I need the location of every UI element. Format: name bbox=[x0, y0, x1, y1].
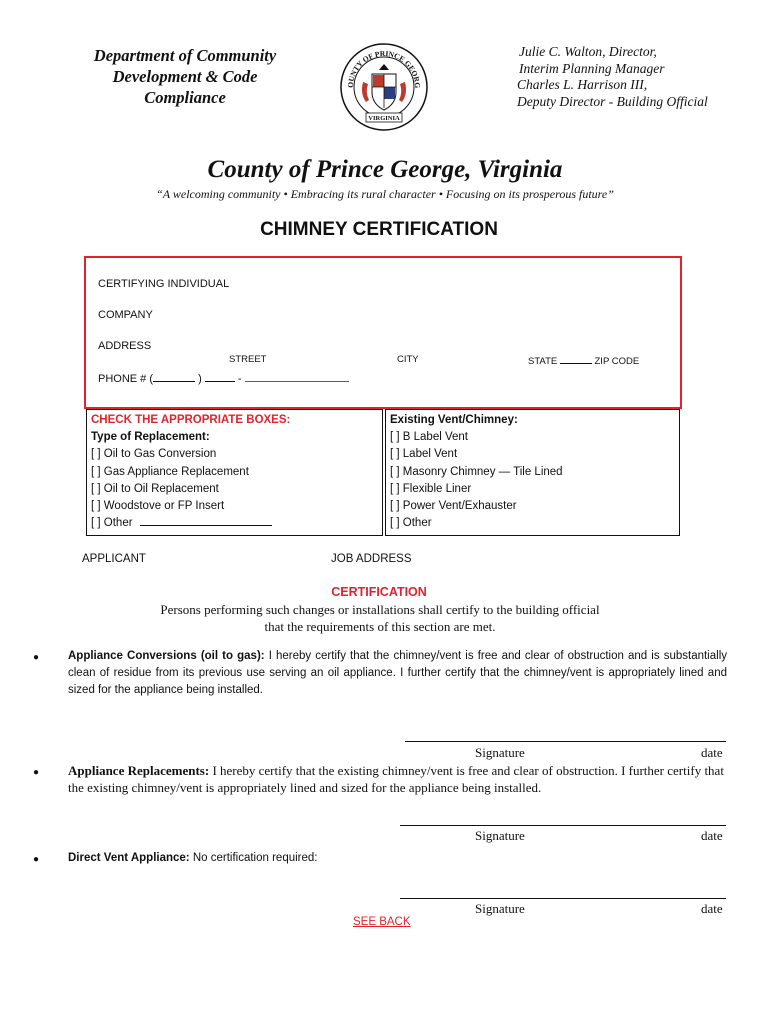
bullet-icon: ● bbox=[33, 854, 40, 865]
signature-line-1[interactable] bbox=[405, 741, 726, 742]
county-name: County of Prince George, Virginia bbox=[207, 156, 563, 183]
department-name: Department of Community Development & Code Compliance bbox=[93, 46, 277, 107]
replacement-type-box bbox=[86, 409, 383, 536]
company-label: COMPANY bbox=[98, 309, 153, 321]
zip-label: ZIP CODE bbox=[594, 356, 640, 367]
date-label-2: date bbox=[701, 828, 723, 843]
option-other-row[interactable] bbox=[91, 515, 378, 532]
existing-vent-heading: Existing Vent/Chimney: bbox=[390, 414, 518, 426]
option-other[interactable]: [ ] Other bbox=[91, 517, 133, 530]
vent-label[interactable]: [ ] Label Vent bbox=[390, 448, 458, 461]
phone-row: PHONE # ( ) - bbox=[98, 372, 349, 385]
option-oil-to-oil[interactable]: [ ] Oil to Oil Replacement bbox=[91, 482, 219, 495]
county-seal bbox=[339, 42, 429, 132]
certifying-individual-label: CERTIFYING INDIVIDUAL bbox=[98, 278, 230, 290]
signature-line-3[interactable] bbox=[400, 898, 726, 899]
date-label-1: date bbox=[701, 745, 723, 760]
signature-line-2[interactable] bbox=[400, 825, 726, 826]
option-woodstove[interactable]: [ ] Woodstove or FP Insert bbox=[91, 500, 225, 513]
street-label: STREET bbox=[229, 354, 267, 365]
type-of-replacement-label: Type of Replacement: bbox=[91, 431, 210, 444]
vent-masonry-chimney[interactable]: [ ] Masonry Chimney — Tile Lined bbox=[390, 465, 563, 478]
phone-label: PHONE # bbox=[98, 373, 147, 385]
option-gas-appliance-replacement[interactable]: [ ] Gas Appliance Replacement bbox=[91, 465, 249, 478]
county-motto: “A welcoming community • Embracing its rural character • Focusing on its prosperous future” bbox=[156, 187, 614, 201]
state-label: STATE bbox=[528, 356, 558, 367]
vent-other[interactable]: [ ] Other bbox=[390, 517, 432, 530]
certification-intro: Persons performing such changes or installations shall certify to the building official that the requirements of this section are met. bbox=[160, 602, 600, 634]
option-oil-to-gas[interactable]: [ ] Oil to Gas Conversion bbox=[91, 448, 217, 461]
other-blank[interactable] bbox=[140, 516, 272, 526]
city-label: CITY bbox=[397, 354, 419, 365]
check-boxes-heading: CHECK THE APPROPRIATE BOXES: bbox=[91, 414, 291, 426]
seal-top-text: OUNTY OF PRINCE GEORG bbox=[345, 48, 423, 89]
phone-prefix-blank[interactable] bbox=[205, 372, 235, 382]
vent-flexible-liner[interactable]: [ ] Flexible Liner bbox=[390, 482, 472, 495]
signature-label-3: Signature bbox=[475, 901, 525, 916]
certification-heading: CERTIFICATION bbox=[331, 585, 427, 599]
applicant-label: APPLICANT bbox=[82, 553, 146, 565]
see-back-link[interactable]: SEE BACK bbox=[353, 916, 411, 928]
address-label: ADDRESS bbox=[98, 340, 152, 352]
bullet-icon: ● bbox=[33, 767, 40, 778]
state-zip-label bbox=[528, 354, 639, 367]
vent-b-label[interactable]: [ ] B Label Vent bbox=[390, 431, 469, 444]
date-label-3: date bbox=[701, 901, 723, 916]
bullet-icon: ● bbox=[33, 652, 40, 663]
vent-power-vent[interactable]: [ ] Power Vent/Exhauster bbox=[390, 500, 517, 513]
staff-list: Julie C. Walton, Director, Interim Planning Manager Charles L. Harrison III, Deputy Director - Building Official bbox=[517, 44, 708, 109]
phone-area-blank[interactable] bbox=[153, 372, 195, 382]
direct-vent-paragraph: Direct Vent Appliance: No certification required: bbox=[68, 852, 318, 864]
form-title: CHIMNEY CERTIFICATION bbox=[260, 219, 498, 240]
signature-label-1: Signature bbox=[475, 745, 525, 760]
signature-label-2: Signature bbox=[475, 828, 525, 843]
appliance-conversions-paragraph: Appliance Conversions (oil to gas): I hereby certify that the chimney/vent is free and clear of obstruction and is substantially clean of residue from its previous use serving an oil appliance. I further certify that the chimney/vent is appropriately lined and sized for the appliance being installed. bbox=[68, 650, 727, 696]
appliance-replacements-paragraph: Appliance Replacements: I hereby certify that the existing chimney/vent is free and clear of obstruction. I further certify that the existing chimney/vent is appropriately lined and sized for the appliance being installed. bbox=[68, 763, 724, 795]
phone-line-blank[interactable] bbox=[245, 372, 349, 382]
state-blank[interactable] bbox=[560, 354, 592, 364]
existing-vent-box bbox=[385, 409, 680, 536]
applicant-info-box bbox=[84, 256, 682, 409]
job-address-label: JOB ADDRESS bbox=[331, 553, 412, 565]
seal-bottom-text: VIRGINIA bbox=[368, 115, 400, 122]
